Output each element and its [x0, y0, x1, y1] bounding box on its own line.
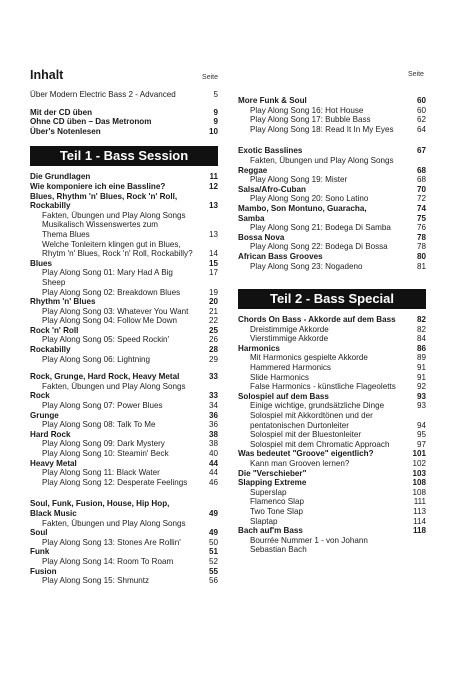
entry-title: Slapping Extreme: [238, 478, 307, 488]
entry-page-number: 60: [416, 96, 426, 105]
entry-title: Play Along Song 17: Bubble Bass: [250, 115, 371, 125]
toc-entry[interactable]: [30, 576, 218, 586]
entry-title: pentatonischen Durtonleiter: [250, 420, 349, 430]
entry-page-number: 36: [208, 420, 218, 430]
toc-entry[interactable]: [30, 478, 218, 488]
toc-entry[interactable]: [238, 440, 426, 450]
entry-page-number: 44: [208, 458, 218, 468]
entry-title: Dreistimmige Akkorde: [250, 324, 329, 334]
toc-chapter-entry[interactable]: [238, 526, 426, 536]
entry-title: Fakten, Übungen und Play Along Songs: [42, 518, 186, 528]
toc-entry[interactable]: [30, 439, 218, 449]
toc-entry[interactable]: [238, 411, 426, 421]
entry-title: Grunge: [30, 410, 59, 420]
entry-page-number: 92: [416, 382, 426, 392]
entry-title: Play Along Song 09: Dark Mystery: [42, 439, 165, 449]
entry-title: Play Along Song 03: Whatever You Want: [42, 306, 189, 316]
entry-title: Flamenco Slap: [250, 497, 304, 507]
entry-title: Salsa/Afro-Cuban: [238, 184, 306, 194]
entry-title: Superslap: [250, 487, 287, 497]
entry-page-number: 12: [208, 181, 218, 191]
toc-right-list: [238, 96, 426, 555]
entry-page-number: 97: [416, 439, 426, 449]
entry-title: False Harmonics - künstliche Flageoletts: [250, 382, 396, 392]
entry-title: Play Along Song 10: Steamin' Beck: [42, 449, 169, 458]
entry-title: Thema Blues: [42, 229, 90, 239]
entry-title: Play Along Song 14: Room To Roam: [42, 556, 174, 566]
entry-page-number: 25: [208, 325, 218, 335]
toc-chapter-entry[interactable]: [238, 449, 426, 459]
entry-page-number: 86: [416, 343, 426, 353]
entry-page-number: 101: [412, 449, 426, 459]
toc-chapter-entry[interactable]: [238, 204, 426, 214]
entry-page-number: 38: [208, 429, 218, 439]
entry-title: Fakten, Übungen und Play Along Songs: [42, 381, 186, 391]
toc-chapter-entry[interactable]: [30, 345, 218, 355]
toc-right-column: [238, 96, 426, 555]
toc-chapter-entry[interactable]: [30, 430, 218, 440]
entry-page-number: 55: [208, 566, 218, 576]
toc-entry[interactable]: [238, 353, 426, 363]
entry-page-number: 38: [208, 439, 218, 449]
toc-chapter-entry[interactable]: [30, 172, 218, 182]
toc-entry[interactable]: [238, 536, 426, 546]
toc-entry[interactable]: [238, 223, 426, 233]
toc-chapter-entry[interactable]: [238, 96, 426, 106]
entry-page-number: 94: [416, 420, 426, 430]
entry-title: Blues, Rhythm 'n' Blues, Rock 'n' Roll,: [30, 191, 178, 201]
toc-entry[interactable]: [30, 420, 218, 430]
entry-page-number: 84: [416, 334, 426, 344]
entry-page-number: 81: [416, 261, 426, 271]
spacer: [30, 136, 218, 144]
entry-page-number: 72: [416, 194, 426, 204]
spacer: [238, 271, 426, 287]
toc-entry[interactable]: [238, 242, 426, 252]
toc-chapter-entry[interactable]: [30, 108, 218, 118]
entry-title: Play Along Song 05: Speed Rockin': [42, 335, 170, 345]
entry-title: Die Grundlagen: [30, 172, 91, 182]
toc-entry[interactable]: [30, 557, 218, 567]
entry-title: Sebastian Bach: [250, 545, 307, 555]
toc-entry[interactable]: [238, 125, 426, 135]
toc-left-list: [30, 90, 218, 586]
entry-page-number: 13: [208, 229, 218, 239]
entry-page-number: 21: [208, 306, 218, 316]
entry-page-number: 70: [416, 184, 426, 194]
entry-page-number: 78: [416, 232, 426, 242]
entry-title: Einige wichtige, grundsätzliche Dinge: [250, 401, 385, 411]
entry-title: Play Along Song 21: Bodega Di Samba: [250, 223, 391, 233]
entry-title: Play Along Song 13: Stones Are Rollin': [42, 537, 181, 547]
toc-entry[interactable]: [238, 115, 426, 125]
toc-entry[interactable]: [30, 288, 218, 298]
toc-chapter-entry[interactable]: [30, 509, 218, 519]
entry-title: Play Along Song 23: Nogadeno: [250, 261, 363, 271]
entry-page-number: 113: [413, 506, 426, 516]
toc-chapter-entry[interactable]: [238, 185, 426, 195]
entry-page-number: 40: [208, 449, 218, 458]
entry-title: Ohne CD üben – Das Metronom: [30, 117, 152, 127]
entry-title: Slaptap: [250, 516, 278, 526]
toc-entry[interactable]: [30, 230, 218, 240]
entry-title: Rock: [30, 391, 50, 401]
entry-page-number: 118: [412, 526, 426, 536]
entry-page-number: 91: [416, 372, 426, 382]
entry-page-number: 103: [412, 468, 426, 478]
section-banner: Teil 1 - Bass Session: [30, 146, 218, 166]
entry-title: Funk: [30, 547, 50, 557]
entry-page-number: 34: [208, 401, 218, 411]
entry-page-number: 102: [412, 459, 426, 468]
toc-entry[interactable]: [238, 430, 426, 440]
entry-page-number: 108: [412, 478, 426, 488]
entry-title: Fakten, Übungen und Play Along Songs: [250, 155, 394, 165]
entry-page-number: 93: [416, 401, 426, 411]
toc-entry[interactable]: [30, 268, 218, 287]
entry-title: Mit Harmonics gespielte Akkorde: [250, 353, 368, 363]
entry-page-number: 56: [208, 576, 218, 586]
toc-chapter-entry[interactable]: [30, 192, 218, 202]
entry-page-number: 29: [208, 354, 218, 364]
entry-title: Rock 'n' Roll: [30, 325, 79, 335]
toc-entry[interactable]: [238, 262, 426, 272]
toc-chapter-entry[interactable]: [30, 326, 218, 336]
entry-page-number: 75: [416, 213, 426, 223]
toc-entry[interactable]: [238, 488, 426, 498]
entry-page-number: 76: [416, 223, 426, 233]
toc-chapter-entry[interactable]: [238, 478, 426, 488]
entry-title: Reggae: [238, 165, 268, 175]
entry-page-number: 60: [416, 105, 426, 115]
entry-title: Hammered Harmonics: [250, 363, 331, 373]
entry-page-number: 80: [416, 251, 426, 261]
entry-title: Play Along Song 16: Hot House: [250, 105, 364, 115]
toc-entry[interactable]: [238, 373, 426, 383]
entry-page-number: 108: [412, 487, 426, 497]
entry-title: Slide Harmonics: [250, 372, 309, 382]
spacer: [30, 100, 218, 108]
toc-chapter-entry[interactable]: [30, 297, 218, 307]
entry-page-number: 19: [208, 287, 218, 297]
toc-entry[interactable]: [238, 363, 426, 373]
entry-title: Black Music: [30, 508, 77, 518]
entry-page-number: 11: [209, 172, 218, 182]
page-column-label: Seite: [202, 74, 218, 81]
entry-page-number: 68: [416, 175, 426, 185]
entry-page-number: 9: [213, 117, 218, 127]
entry-page-number: 89: [416, 353, 426, 363]
entry-title: Chords On Bass - Akkorde auf dem Bass: [238, 315, 396, 325]
entry-title: Solospiel mit dem Chromatic Approach: [250, 439, 390, 449]
entry-title: Mambo, Son Montuno, Guaracha,: [238, 203, 367, 213]
spacer: [30, 364, 218, 372]
toc-chapter-entry[interactable]: [30, 117, 218, 127]
toc-left-column: [30, 68, 218, 586]
entry-page-number: 33: [208, 391, 218, 401]
toc-entry[interactable]: [30, 468, 218, 478]
entry-page-number: 64: [416, 124, 426, 134]
toc-chapter-entry[interactable]: [30, 259, 218, 269]
entry-title: Bach auf'm Bass: [238, 526, 303, 536]
toc-heading: Inhalt: [30, 68, 64, 82]
entry-title: Play Along Song 15: Shmuntz: [42, 576, 150, 586]
toc-entry[interactable]: [30, 90, 218, 100]
entry-title: Bourrée Nummer 1 - von Johann: [250, 535, 368, 545]
entry-page-number: 78: [416, 242, 426, 252]
toc-entry[interactable]: [30, 307, 218, 317]
entry-title: Harmonics: [238, 343, 280, 353]
toc-entry[interactable]: [30, 240, 218, 250]
entry-page-number: 33: [208, 372, 218, 382]
entry-page-number: 13: [208, 201, 218, 211]
entry-title: Play Along Song 02: Breakdown Blues: [42, 287, 181, 297]
toc-chapter-entry[interactable]: [30, 528, 218, 538]
page-column-label-right: Seite: [408, 71, 424, 78]
entry-title: Über's Notenlesen: [30, 126, 101, 136]
entry-page-number: 95: [416, 430, 426, 440]
toc-entry[interactable]: [30, 249, 218, 259]
entry-title: Exotic Basslines: [238, 146, 303, 156]
entry-title: Play Along Song 07: Power Blues: [42, 401, 163, 411]
entry-page-number: 5: [213, 90, 218, 99]
entry-title: Samba: [238, 213, 265, 223]
toc-chapter-entry[interactable]: [238, 166, 426, 176]
entry-page-number: 67: [416, 146, 426, 156]
entry-title: Rockabilly: [30, 345, 71, 355]
toc-entry[interactable]: [238, 175, 426, 185]
toc-chapter-entry[interactable]: [238, 252, 426, 262]
entry-title: Über Modern Electric Bass 2 - Advanced: [30, 90, 176, 99]
toc-chapter-entry[interactable]: [238, 344, 426, 354]
entry-title: Welche Tonleitern klingen gut in Blues,: [42, 239, 181, 249]
toc-entry[interactable]: [30, 211, 218, 221]
toc-chapter-entry[interactable]: [238, 233, 426, 243]
entry-page-number: 44: [208, 468, 218, 478]
entry-page-number: 10: [208, 126, 218, 136]
entry-page-number: 49: [208, 508, 218, 518]
toc-entry[interactable]: [238, 497, 426, 507]
entry-page-number: 114: [413, 516, 426, 526]
entry-page-number: 82: [416, 315, 426, 325]
entry-title: Wie komponiere ich eine Bassline?: [30, 181, 166, 191]
toc-entry[interactable]: [238, 156, 426, 166]
entry-title: Play Along Song 06: Lightning: [42, 354, 151, 364]
entry-page-number: 111: [413, 497, 426, 507]
toc-chapter-entry[interactable]: [30, 391, 218, 401]
toc-entry[interactable]: [30, 449, 218, 459]
entry-title: Solospiel mit der Bluestonleiter: [250, 430, 362, 440]
toc-entry[interactable]: [30, 519, 218, 529]
entry-title: Play Along Song 04: Follow Me Down: [42, 316, 177, 326]
entry-title: Rock, Grunge, Hard Rock, Heavy Metal: [30, 372, 180, 382]
entry-title: Bossa Nova: [238, 232, 285, 242]
entry-title: Play Along Song 11: Black Water: [42, 468, 160, 478]
entry-title: Blues: [30, 258, 53, 268]
entry-page-number: 15: [208, 258, 218, 268]
spacer: [238, 134, 426, 146]
toc-entry[interactable]: [238, 106, 426, 116]
toc-entry[interactable]: [30, 538, 218, 548]
entry-title: Vierstimmige Akkorde: [250, 334, 329, 344]
entry-page-number: 49: [208, 528, 218, 538]
toc-chapter-entry[interactable]: [238, 392, 426, 402]
entry-page-number: 28: [208, 345, 218, 355]
toc-entry[interactable]: [238, 194, 426, 204]
entry-title: Rhythm 'n' Blues: [30, 297, 96, 307]
toc-entry[interactable]: [238, 334, 426, 344]
entry-page-number: 14: [208, 249, 218, 259]
toc-entry[interactable]: [238, 382, 426, 392]
entry-title: Kann man Grooven lernen?: [250, 459, 350, 468]
entry-title: Play Along Song 22: Bodega Di Bossa: [250, 242, 388, 252]
toc-chapter-entry[interactable]: [30, 547, 218, 557]
entry-page-number: 17: [208, 268, 218, 278]
toc-entry[interactable]: [30, 401, 218, 411]
toc-chapter-entry[interactable]: [238, 315, 426, 325]
entry-title: Hard Rock: [30, 429, 71, 439]
toc-entry[interactable]: [238, 401, 426, 411]
entry-title: Die "Verschieber": [238, 468, 307, 478]
toc-entry[interactable]: [238, 325, 426, 335]
entry-title: Two Tone Slap: [250, 506, 303, 516]
entry-page-number: 46: [208, 477, 218, 487]
toc-chapter-entry[interactable]: [30, 459, 218, 469]
entry-page-number: 68: [416, 165, 426, 175]
toc-entry[interactable]: [30, 382, 218, 392]
entry-page-number: 50: [208, 537, 218, 547]
entry-title: Mit der CD üben: [30, 107, 93, 117]
entry-title: Rhytm 'n' Blues, Rock 'n' Roll, Rockabilly?: [42, 249, 193, 259]
toc-chapter-entry[interactable]: [238, 214, 426, 224]
toc-chapter-entry[interactable]: [30, 127, 218, 137]
toc-header: [30, 68, 218, 90]
entry-title: Soul, Funk, Fusion, House, Hip Hop,: [30, 499, 170, 509]
entry-page-number: 91: [416, 363, 426, 373]
toc-chapter-entry[interactable]: [30, 411, 218, 421]
entry-title: Play Along Song 18: Read It In My Eyes: [250, 124, 394, 134]
entry-title: Play Along Song 08: Talk To Me: [42, 420, 156, 430]
spacer: [30, 487, 218, 499]
entry-title: Soul: [30, 528, 48, 538]
toc-chapter-entry[interactable]: [30, 182, 218, 192]
toc-entry[interactable]: [238, 421, 426, 431]
entry-page-number: 62: [416, 115, 426, 125]
entry-page-number: 51: [208, 547, 218, 557]
entry-page-number: 82: [416, 324, 426, 334]
toc-entry[interactable]: [30, 335, 218, 345]
toc-entry[interactable]: [238, 517, 426, 527]
toc-entry[interactable]: [238, 507, 426, 517]
entry-title: Fusion: [30, 566, 57, 576]
section-banner: Teil 2 - Bass Special: [238, 289, 426, 309]
toc-entry[interactable]: [30, 220, 218, 230]
entry-title: Heavy Metal: [30, 458, 77, 468]
toc-entry[interactable]: [30, 316, 218, 326]
entry-title: Was bedeutet "Groove" eigentlich?: [238, 449, 374, 459]
toc-chapter-entry[interactable]: [30, 201, 218, 211]
entry-title: Solospiel mit Akkordtönen und der: [250, 411, 373, 421]
entry-page-number: 9: [213, 107, 218, 117]
entry-page-number: 20: [208, 297, 218, 307]
toc-chapter-entry[interactable]: [30, 567, 218, 577]
entry-title: More Funk & Soul: [238, 96, 307, 105]
entry-title: Play Along Song 20: Sono Latino: [250, 194, 369, 204]
toc-chapter-entry[interactable]: [30, 372, 218, 382]
entry-page-number: 52: [208, 556, 218, 566]
entry-title: Fakten, Übungen und Play Along Songs: [42, 210, 186, 220]
toc-chapter-entry[interactable]: [238, 146, 426, 156]
toc-entry[interactable]: [238, 545, 426, 555]
toc-chapter-entry[interactable]: [30, 499, 218, 509]
entry-title: Solospiel auf dem Bass: [238, 391, 329, 401]
entry-page-number: 26: [208, 335, 218, 345]
entry-title: Musikalisch Wissenswertes zum: [42, 220, 159, 230]
entry-title: Play Along Song 12: Desperate Feelings: [42, 477, 188, 487]
entry-page-number: 36: [208, 410, 218, 420]
toc-entry[interactable]: [30, 355, 218, 365]
entry-page-number: 74: [416, 203, 426, 213]
entry-page-number: 22: [208, 316, 218, 326]
toc-chapter-entry[interactable]: [238, 469, 426, 479]
entry-title: Play Along Song 19: Mister: [250, 175, 348, 185]
toc-entry[interactable]: [238, 459, 426, 469]
entry-title: Play Along Song 01: Mary Had A Big Sheep: [42, 268, 173, 287]
entry-title: African Bass Grooves: [238, 251, 323, 261]
entry-title: Rockabilly: [30, 201, 71, 211]
entry-page-number: 93: [416, 391, 426, 401]
